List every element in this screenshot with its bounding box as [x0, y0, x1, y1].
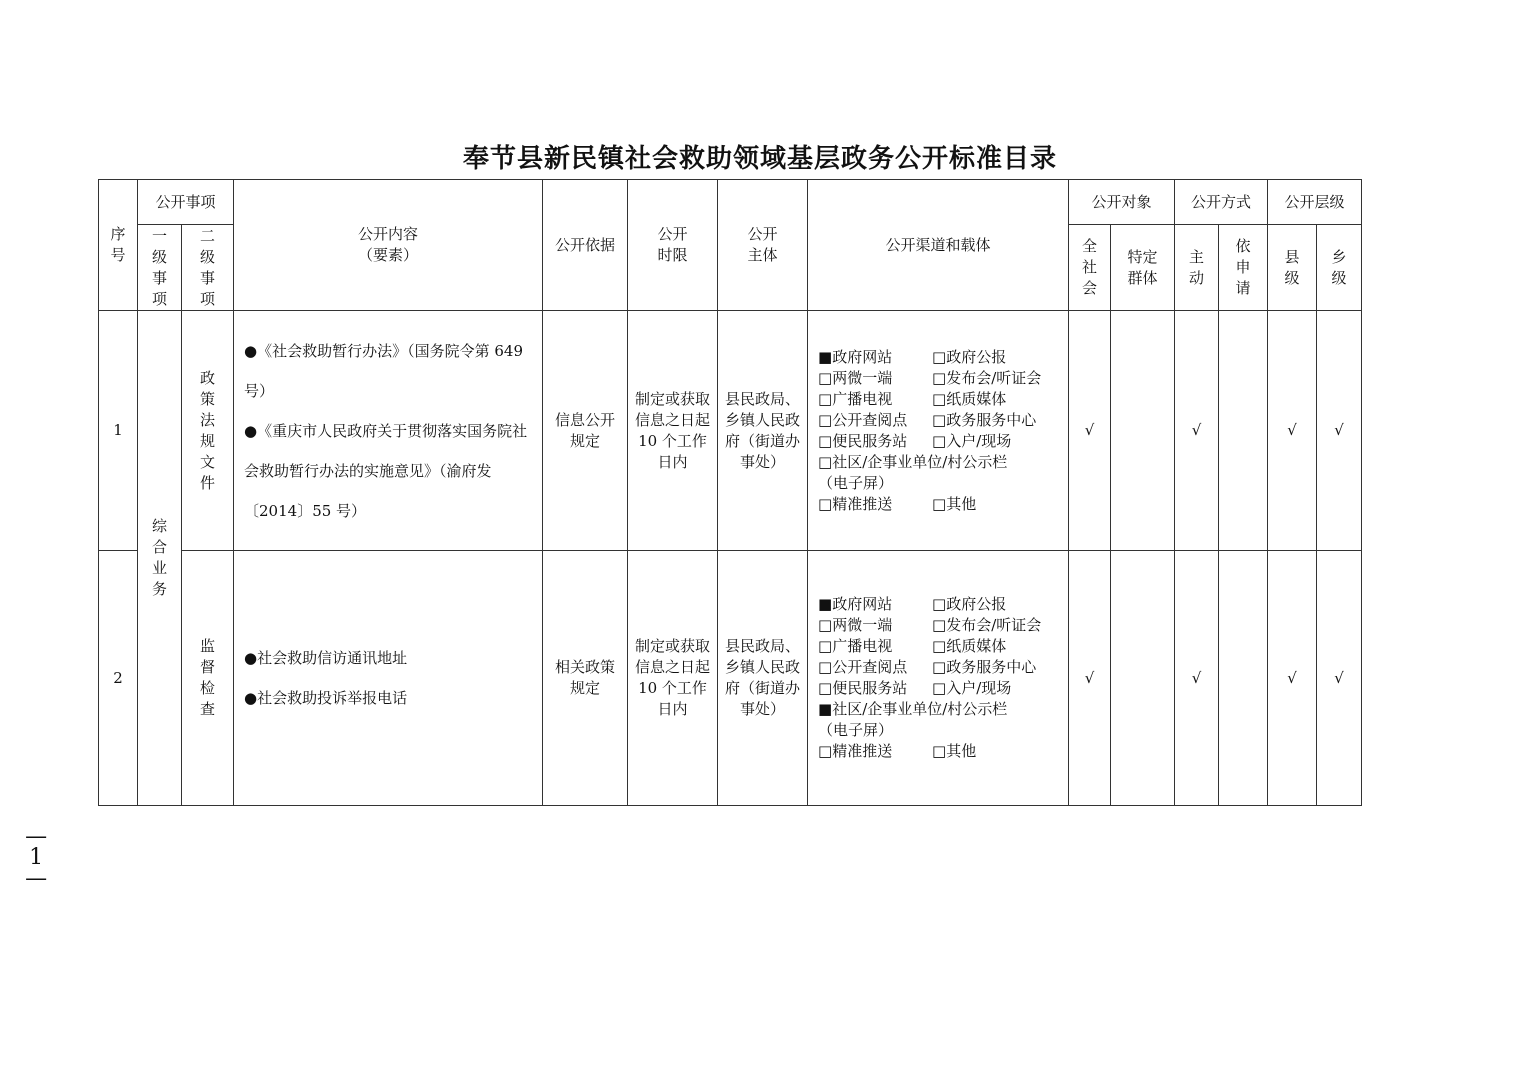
header-level-group: 公开层级 [1268, 180, 1362, 225]
channel-option: □两微一端 [818, 368, 893, 387]
channel-option: □其他 [932, 742, 977, 760]
basis-cell: 信息公开规定 [543, 311, 628, 551]
header-mode-group: 公开方式 [1175, 180, 1268, 225]
content-cell [234, 311, 543, 551]
content-item: ●《重庆市人民政府关于贯彻落实国务院社会救助暂行办法的实施意见》（渝府发〔2014〕55 号） [244, 421, 528, 520]
header-level2: 二级事项 [182, 225, 234, 311]
header-seq: 序号 [99, 180, 138, 311]
check-mode-request [1219, 311, 1268, 551]
channel-option-note: （电子屏） [818, 473, 894, 492]
channel-option: □精准推送 [818, 494, 893, 513]
channels-cell [808, 551, 1069, 806]
channel-option: □公开查阅点 [818, 658, 908, 676]
page-number: — 1 — [25, 824, 48, 891]
content-cell [234, 551, 543, 806]
level2-item: 政策法规文件 [182, 311, 234, 551]
channel-option: □纸质媒体 [932, 389, 1007, 408]
check-audience-all: √ [1069, 551, 1111, 806]
content-item: ●《社会救助暂行办法》（国务院令第 649 号） [244, 341, 524, 400]
channel-option: □广播电视 [818, 637, 893, 655]
limit-cell: 制定或获取信息之日起 10 个工作日内 [628, 551, 718, 806]
channel-option: □社区/企事业单位/村公示栏 [818, 452, 1008, 471]
basis-cell: 相关政策规定 [543, 551, 628, 806]
header-subject: 公开主体 [718, 180, 808, 311]
subject-cell: 县民政局、乡镇人民政府（街道办事处） [718, 551, 808, 806]
check-level-town: √ [1317, 551, 1362, 806]
check-mode-request [1219, 551, 1268, 806]
channel-option: □政务服务中心 [932, 658, 1037, 676]
check-level-county: √ [1268, 551, 1317, 806]
disclosure-catalog-table [98, 179, 1362, 806]
check-audience-all: √ [1069, 311, 1111, 551]
check-audience-specific [1111, 311, 1175, 551]
level1-item: 综合业务 [138, 311, 182, 806]
channel-option: □精准推送 [818, 742, 893, 760]
channels-cell [808, 311, 1069, 551]
channel-option: □公开查阅点 [818, 410, 908, 429]
header-channels: 公开渠道和载体 [808, 180, 1069, 311]
channel-option: □便民服务站 [818, 431, 908, 450]
content-item: ●社会救助投诉举报电话 [244, 689, 408, 707]
channel-option: ■政府网站 [818, 347, 893, 366]
header-limit: 公开时限 [628, 180, 718, 311]
channel-option: □政府公报 [932, 347, 1007, 366]
channel-option: □其他 [932, 494, 977, 513]
check-level-town: √ [1317, 311, 1362, 551]
limit-cell: 制定或获取信息之日起 10 个工作日内 [628, 311, 718, 551]
header-audience-group: 公开对象 [1069, 180, 1175, 225]
table-row [99, 311, 1362, 551]
check-level-county: √ [1268, 311, 1317, 551]
channel-option: □入户/现场 [932, 431, 1012, 450]
channel-option: □便民服务站 [818, 679, 908, 697]
header-mode-active: 主动 [1175, 225, 1219, 311]
channel-option: □纸质媒体 [932, 637, 1007, 655]
level2-item: 监督检查 [182, 551, 234, 806]
content-item: ●社会救助信访通讯地址 [244, 649, 408, 667]
check-mode-active: √ [1175, 551, 1219, 806]
channel-option: □政务服务中心 [932, 410, 1037, 429]
header-audience-specific: 特定群体 [1111, 225, 1175, 311]
check-mode-active: √ [1175, 311, 1219, 551]
header-level-county: 县级 [1268, 225, 1317, 311]
header-audience-all: 全社会 [1069, 225, 1111, 311]
header-basis: 公开依据 [543, 180, 628, 311]
header-items-group: 公开事项 [138, 180, 234, 225]
header-mode-request: 依申请 [1219, 225, 1268, 311]
channel-option: □广播电视 [818, 389, 893, 408]
header-level-town: 乡级 [1317, 225, 1362, 311]
header-content: 公开内容 （要素） [234, 180, 543, 311]
row-seq: 2 [99, 551, 138, 806]
row-seq: 1 [99, 311, 138, 551]
check-audience-specific [1111, 551, 1175, 806]
channel-option: □政府公报 [932, 595, 1007, 613]
channel-option: ■社区/企事业单位/村公示栏 [818, 700, 1008, 718]
channel-option: □两微一端 [818, 616, 893, 634]
table-row [99, 551, 1362, 806]
channel-option-note: （电子屏） [818, 721, 894, 739]
header-level1: 一级事项 [138, 225, 182, 311]
channel-option: □入户/现场 [932, 679, 1012, 697]
page-title: 奉节县新民镇社会救助领域基层政务公开标准目录 [462, 144, 1057, 174]
channel-option: □发布会/听证会 [932, 616, 1042, 634]
subject-cell: 县民政局、乡镇人民政府（街道办事处） [718, 311, 808, 551]
channel-option: □发布会/听证会 [932, 368, 1042, 387]
channel-option: ■政府网站 [818, 595, 893, 613]
